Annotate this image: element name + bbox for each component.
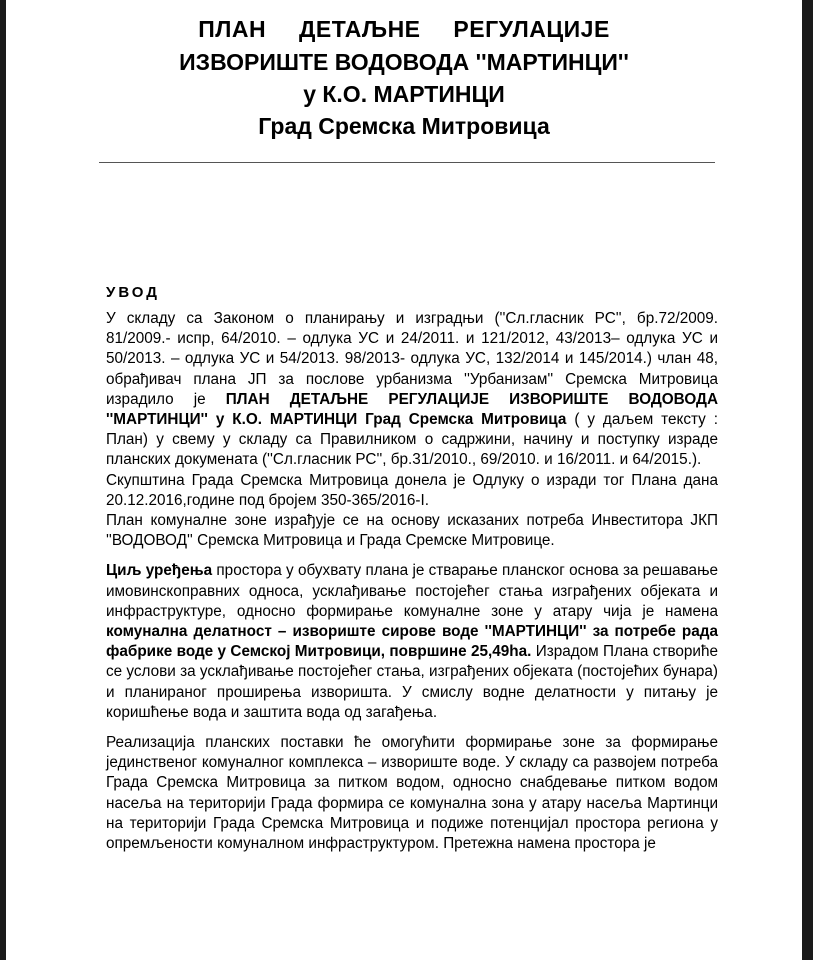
header-city: Град Сремска Митровица (258, 113, 550, 139)
paragraph-plan-goal (106, 561, 718, 723)
section-title-intro: УВОД (106, 284, 160, 301)
paragraph-legal-basis-text-a: У складу са Законом о планирању и изградњи (''Сл.гласник РС'', бр.72/2009. 81/2009.- испр, 64/2010. – одлука УС и 24/2011. и 121/2012, 43/2013– одлука УС и 50/2013. – одлука УС и 54/2013. 98/2013- одлука УС, 132/2014 и 145/2014.) члан 48, обрађивач плана ЈП за послове урбанизма ''Урбанизам'' Сремска Митровица израдило је (106, 310, 718, 408)
document-page (6, 0, 802, 960)
paragraph-legal-basis-text-b: ( у даљем тексту : План) у свему у складу са Правилником о садржини, начину и поступку израде планских докумената (''Сл.гласник РС'', бр.31/2010., 69/2010. и 16/2011. и 64/2015.). (106, 411, 718, 469)
header-cadastral-area: у К.О. МАРТИНЦИ (303, 81, 505, 107)
document-header (6, 12, 802, 142)
paragraph-assembly-decision: Скупштина Града Сремска Митровица донела је Одлуку о изради тог Плана дана 20.12.2016,године под бројем 350-365/2016-I. (106, 471, 718, 509)
paragraph-plan-goal-text-b: Израдом Плана створиће се услови за усклађивање постојећег стања, изграђених објеката (постојећих бунара) и планираног проширења изворишта. У смислу водне делатности у питању је коришћење вода и заштита вода од загађења. (106, 643, 718, 721)
header-plan-title: ПЛАН ДЕТАЉНЕ РЕГУЛАЦИЈЕ (198, 16, 610, 42)
scan-border-right (802, 0, 813, 960)
paragraph-investor: План комуналне зоне израђује се на основу исказаних потреба Инвеститора ЈКП ''ВОДОВОД'' Сремска Митровица и Града Сремске Митровице. (106, 512, 718, 550)
paragraph-legal-basis (106, 309, 718, 471)
paragraph-realization: Реализација планских поставки ће омогућити формирање зоне за формирање јединственог комуналног комплекса – извориште воде. У складу са развојем потреба Града Сремска Митровица за питком водом, односно снабдевање питком водом насеља на територији Града формира се комунална зона у атару насеља Мартинци на територији Града Сремска Митровица и подиже потенцијал простора региона у опремљености комуналном инфраструктуром. Претежна намена простора је (106, 734, 718, 853)
paragraph-plan-goal-purpose: комунална делатност – извориште сирове воде ''МАРТИНЦИ'' за потребе рада фабрике воде у Семској Митровици, површине 25,49ha. (106, 623, 718, 661)
document-body (106, 283, 718, 854)
paragraph-legal-basis-plan-name: ПЛАН ДЕТАЉНЕ РЕГУЛАЦИЈЕ ИЗВОРИШТЕ ВОДОВОДА ''МАРТИНЦИ'' у К.О. МАРТИНЦИ Град Сремска Митровица (106, 390, 718, 429)
header-plan-subject: ИЗВОРИШТЕ ВОДОВОДА ''МАРТИНЦИ'' (179, 49, 629, 75)
paragraph-plan-goal-text-a: простора у обухвату плана је стварање планског основа за решавање имовинскоправних односа, усклађивање постојећег стања изграђених објеката и инфраструктуре, односно формирање комуналне зоне у атару чија је намена (106, 562, 719, 620)
paragraph-plan-goal-heading: Циљ уређења (106, 562, 213, 580)
header-divider (99, 162, 715, 163)
